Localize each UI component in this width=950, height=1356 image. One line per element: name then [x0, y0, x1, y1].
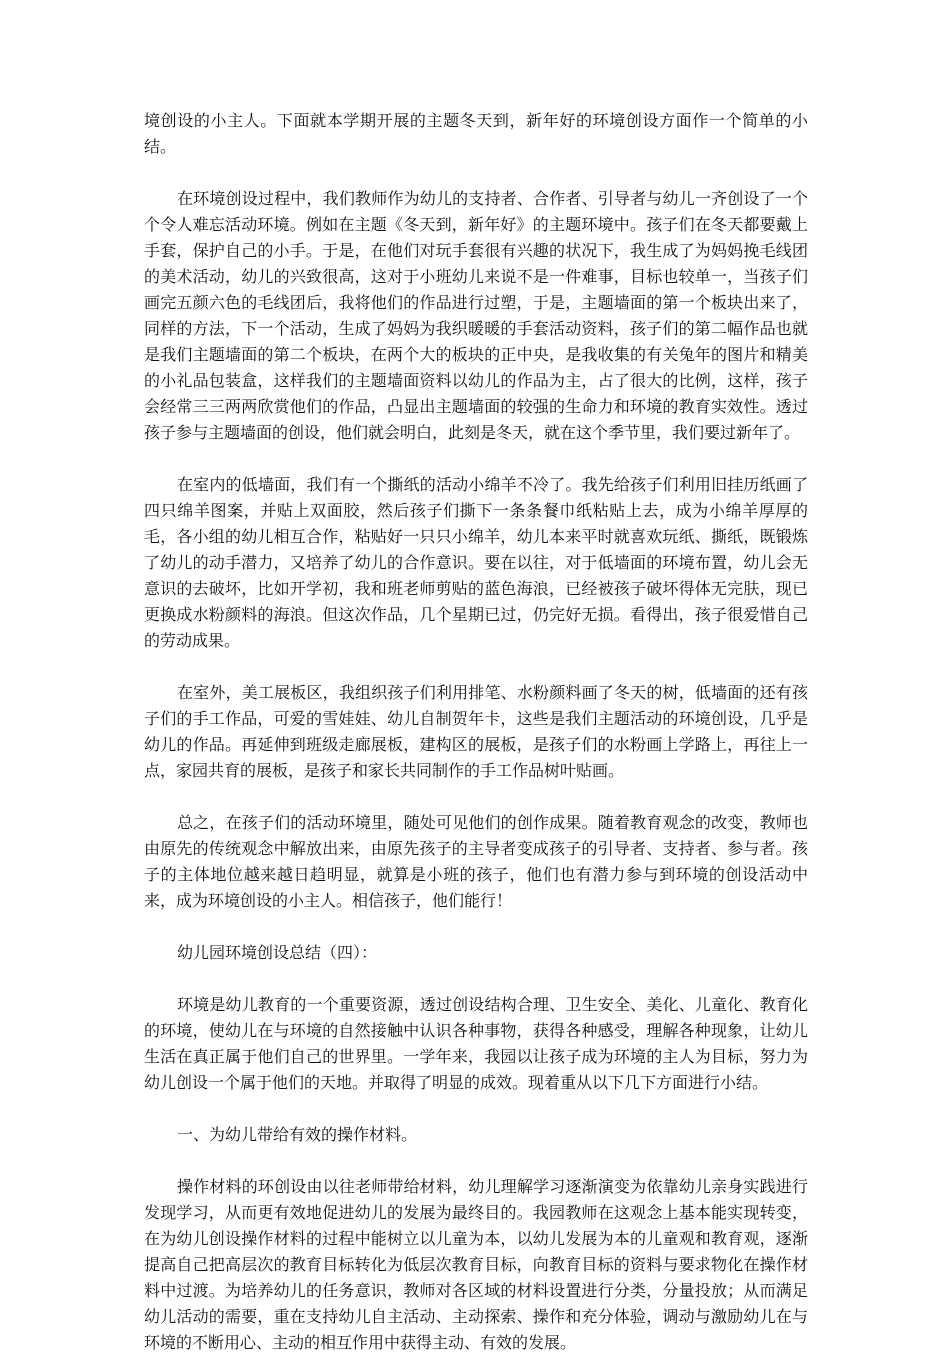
paragraph-theme-wall: 在环境创设过程中，我们教师作为幼儿的支持者、合作者、引导者与幼儿一齐创设了一个个令人难忘活动环境。例如在主题《冬天到，新年好》的主题环境中。孩子们在冬天都要戴上手套，保护自己的小手。于是，在他们对玩手套很有兴趣的状况下，我生成了为妈妈挽毛线团的美术活动，幼儿的兴致很高，这对于小班幼儿来说不是一件难事，目标也较单一，当孩子们画完五颜六色的毛线团后，我将他们的作品进行过塑，于是，主题墙面的第一个板块出来了，同样的方法，下一个活动，生成了妈妈为我织暖暖的手套活动资料，孩子们的第二幅作品也就是我们主题墙面的第二个板块，在两个大的板块的正中央，是我收集的有关兔年的图片和精美的小礼品包装盒，这样我们的主题墙面资料以幼儿的作品为主，占了很大的比例，这样，孩子会经常三三两两欣赏他们的作品，凸显出主题墙面的较强的生命力和环境的教育实效性。透过孩子参与主题墙面的创设，他们就会明白，此刻是冬天，就在这个季节里，我们要过新年了。: [144, 189, 808, 442]
paragraph-materials: 操作材料的环创设由以往老师带给材料，幼儿理解学习逐渐演变为依靠幼儿亲身实践进行发现学习，从而更有效地促进幼儿的发展为最终目的。我园教师在这观念上基本能实现转变，在为幼儿创设操作材料的过程中能树立以儿童为本，以幼儿发展为本的儿童观和教育观，逐渐提高自己把高层次的教育目标转化为低层次教育目标，向教育目标的资料与要求物化在操作材料中过渡。为培养幼儿的任务意识，教师对各区域的材料设置进行分类，分量投放；从而满足幼儿活动的需要，重在支持幼儿自主活动、主动探索、操作和充分体验，调动与激励幼儿在与环境的不断用心、主动的相互作用中获得主动、有效的发展。: [144, 1177, 808, 1352]
section-heading-materials: 一、为幼儿带给有效的操作材料。: [177, 1125, 418, 1144]
paragraph-low-wall: 在室内的低墙面，我们有一个撕纸的活动小绵羊不冷了。我先给孩子们利用旧挂历纸画了四只绵羊图案，并贴上双面胶，然后孩子们撕下一条条餐巾纸粘贴上去，成为小绵羊厚厚的毛，各小组的幼儿相互合作，粘贴好一只只小绵羊，幼儿本来平时就喜欢玩纸、撕纸，既锻炼了幼儿的动手潜力，又培养了幼儿的合作意识。要在以往，对于低墙面的环境布置，幼儿会无意识的去破坏，比如开学初，我和班老师剪贴的蓝色海浪，已经被孩子破坏得体无完肤，现已更换成水粉颜料的海浪。但这次作品，几个星期已过，仍完好无损。看得出，孩子很爱惜自己的劳动成果。: [144, 475, 808, 650]
paragraph-environment-intro: 环境是幼儿教育的一个重要资源，透过创设结构合理、卫生安全、美化、儿童化、教育化的环境，使幼儿在与环境的自然接触中认识各种事物，获得各种感受，理解各种现象，让幼儿生活在真正属于他们自己的世界里。一学年来，我园以让孩子成为环境的主人为目标，努力为幼儿创设一个属于他们的天地。并取得了明显的成效。现着重从以下几下方面进行小结。: [144, 995, 808, 1092]
paragraph-intro-continuation: 境创设的小主人。下面就本学期开展的主题冬天到，新年好的环境创设方面作一个简单的小结。: [144, 111, 808, 156]
paragraph-conclusion: 总之，在孩子们的活动环境里，随处可见他们的创作成果。随着教育观念的改变，教师也由原先的传统观念中解放出来，由原先孩子的主导者变成孩子的引导者、支持者、参与者。孩子的主体地位越来越日趋明显，就算是小班的孩子，他们也有潜力参与到环境的创设活动中来，成为环境创设的小主人。相信孩子，他们能行！: [144, 813, 808, 910]
paragraph-outdoor: 在室外，美工展板区，我组织孩子们利用排笔、水粉颜料画了冬天的树，低墙面的还有孩子们的手工作品，可爱的雪娃娃、幼儿自制贺年卡，这些是我们主题活动的环境创设，几乎是幼儿的作品。再延伸到班级走廊展板，建构区的展板，是孩子们的水粉画上学路上，再往上一点，家园共育的展板，是孩子和家长共同制作的手工作品树叶贴画。: [144, 683, 808, 780]
section-heading-summary-four: 幼儿园环境创设总结（四）：: [177, 943, 378, 962]
document-page: [144, 108, 808, 1356]
